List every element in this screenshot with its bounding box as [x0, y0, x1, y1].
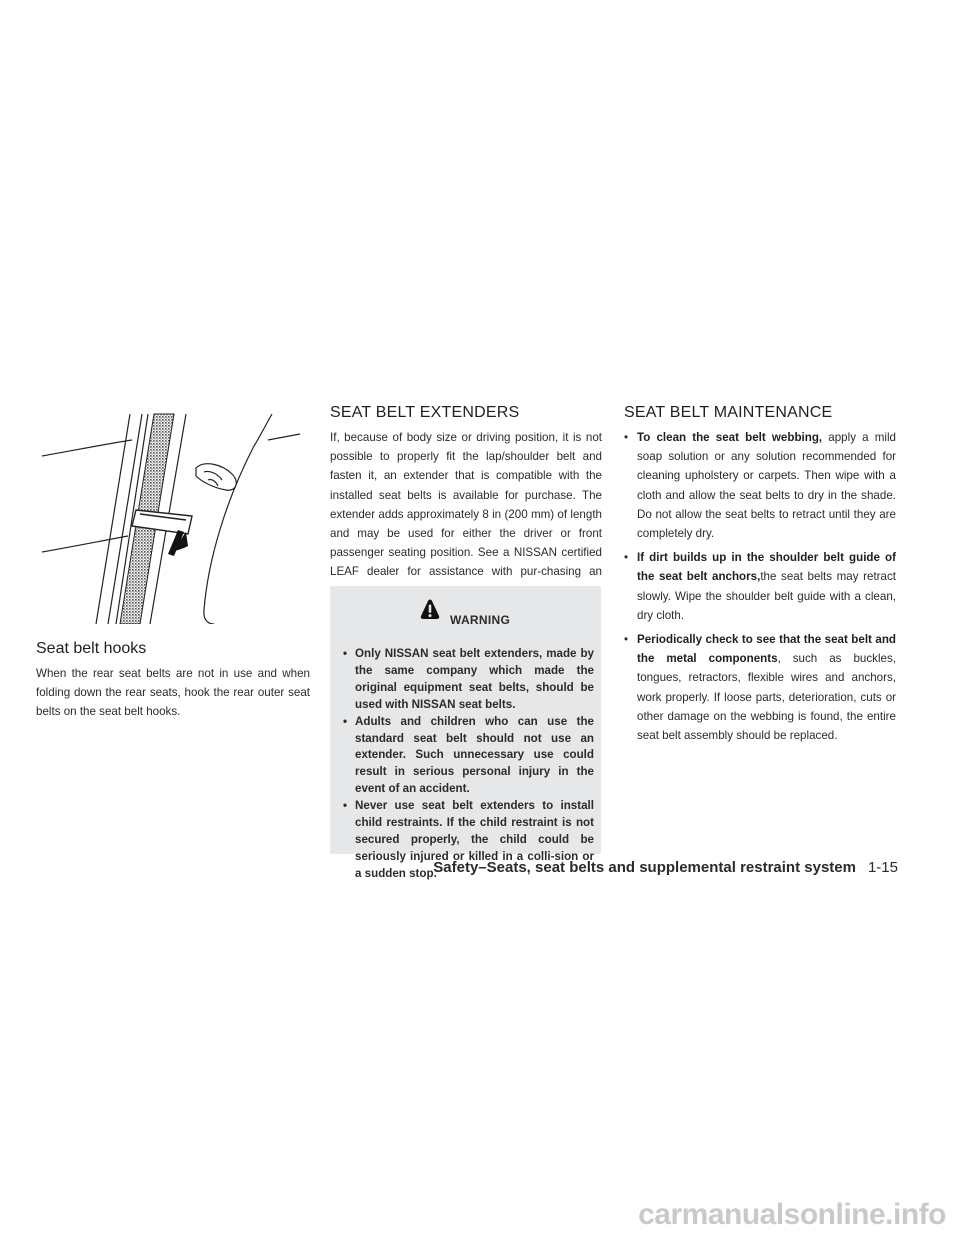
warning-item: • Adults and children who can use the standard seat belt should not use an extender. Such unnecessary use could result in serious personal injury in the event of an accident. — [343, 714, 594, 796]
extenders-text: If, because of body size or driving position, it is not possible to properly fit the lap/shoulder belt and fasten it, an extender that is compatible with the installed seat belts is available for purchase. The extender adds approximately 8 in (200 mm) of length and may be used for either the driver or front passenger seating position. See a NISSAN certified LEAF dealer for assistance with pur-chasing an — [330, 431, 602, 579]
maintenance-section — [624, 404, 896, 750]
watermark: carmanualsonline.info — [638, 1198, 946, 1231]
warning-box — [330, 586, 601, 880]
warning-header — [330, 598, 601, 632]
maintenance-item: • To clean the seat belt webbing, apply a mild soap solution or any solution recommended for cleaning upholstery or carpets. Then wipe with a cloth and allow the seat belts to dry in the shade. Do not allow the seat belts to retract until they are completely dry. — [624, 431, 897, 541]
maintenance-list — [624, 428, 896, 745]
extenders-section — [330, 404, 602, 601]
footer-title: Safety–Seats, seat belts and supplemental restraint system — [433, 859, 856, 876]
page-number: 1-15 — [867, 859, 898, 876]
warning-item: • Only NISSAN seat belt extenders, made by the same company which made the original equipment seat belts, should be used with NISSAN seat belts. — [343, 647, 594, 711]
warning-item: • Never use seat belt extenders to install child restraints. If the child restraint is not secured properly, the child could be seriously injured or killed in a colli-sion or a sudden stop. — [343, 799, 594, 880]
maintenance-item: • Periodically check to see that the seat belt and the metal components, such as buckles, tongues, retractors, flexible wires and anchors, work properly. If loose parts, deterioration, cuts or other damage on the webbing is found, the entire seat belt assembly should be replaced. — [624, 633, 896, 743]
seat-belt-hook-illustration — [36, 410, 308, 624]
extenders-heading: SEAT BELT EXTENDERS — [330, 404, 520, 421]
page-footer — [433, 859, 898, 876]
seat-belt-hooks-text: When the rear seat belts are not in use and when folding down the rear seats, hook the rear outer seat belts on the seat belt hooks. — [36, 667, 310, 719]
warning-title: WARNING — [450, 613, 511, 627]
maintenance-item: • If dirt builds up in the shoulder belt guide of the seat belt anchors,the seat belts may retract slowly. Wipe the shoulder belt guide with a clean, dry cloth. — [624, 551, 896, 622]
warning-triangle-icon — [420, 598, 440, 625]
seat-belt-hooks-heading: Seat belt hooks — [36, 640, 147, 657]
warning-list — [343, 646, 594, 883]
maintenance-heading: SEAT BELT MAINTENANCE — [624, 404, 833, 421]
